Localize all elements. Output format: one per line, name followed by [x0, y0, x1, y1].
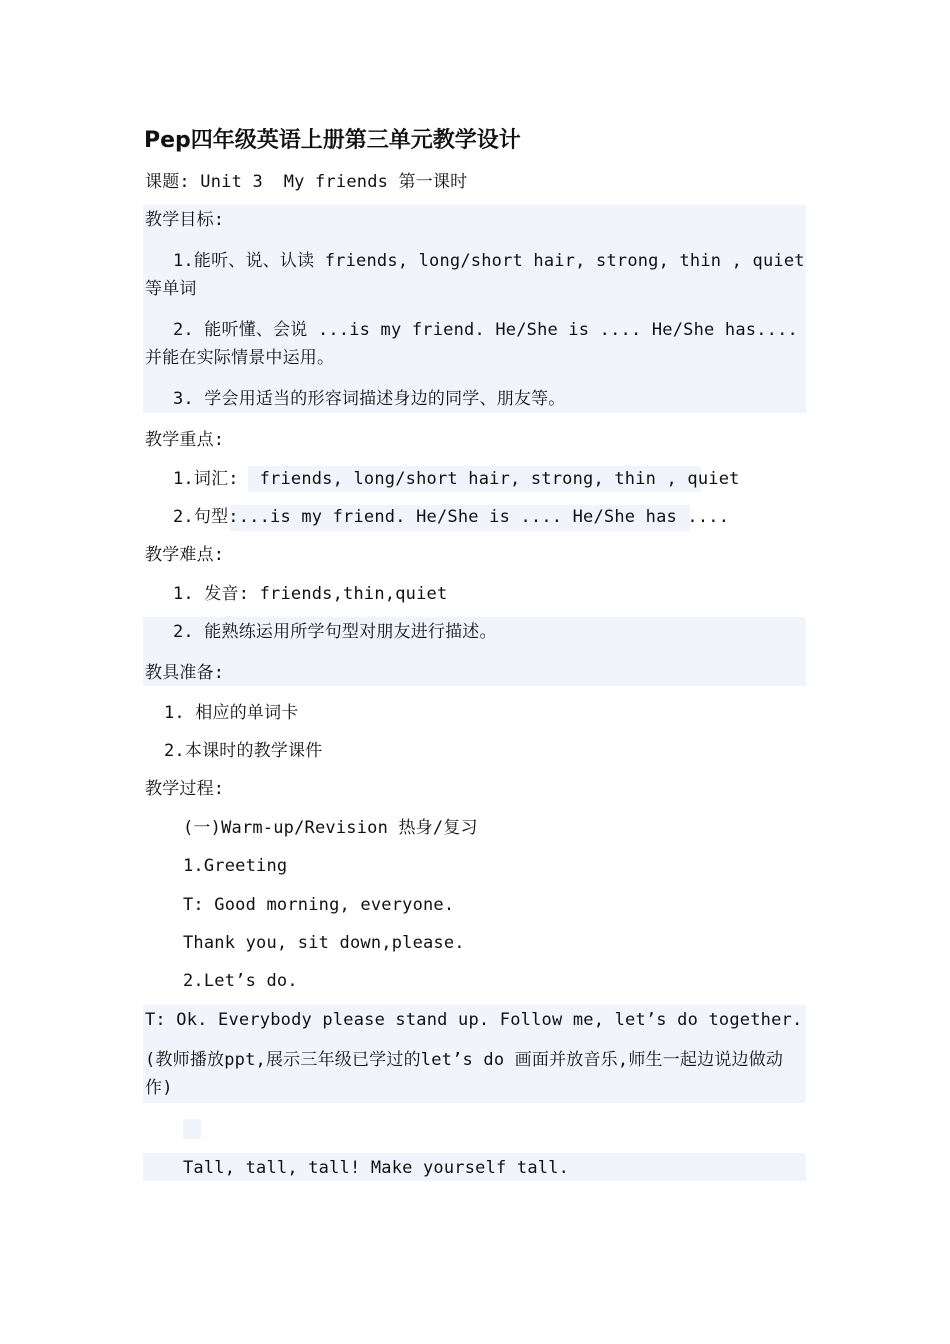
greeting-line-2: Thank you, sit down,please.: [183, 933, 465, 953]
chant-line: Tall, tall, tall! Make yourself tall.: [183, 1158, 570, 1178]
teacher-note: (教师播放ppt,展示三年级已学过的let’s do 画面并放音乐,师生一起边说边做动作): [145, 1050, 784, 1098]
page-title: Pep四年级英语上册第三单元教学设计: [144, 128, 521, 153]
objectives-heading: 教学目标:: [145, 210, 225, 230]
process-step1-heading: (一)Warm-up/Revision 热身/复习: [183, 818, 478, 838]
material-2: 2.本课时的教学课件: [164, 741, 323, 761]
key-points-heading: 教学重点:: [145, 430, 225, 450]
objective-item-2: 2. 能听懂、会说 ...is my friend. He/She is .... He/She has.... 并能在实际情景中运用。: [145, 320, 798, 368]
material-1: 1. 相应的单词卡: [164, 703, 299, 723]
greeting-line-1: T: Good morning, everyone.: [183, 895, 455, 915]
shade-objectives: [143, 205, 806, 413]
teacher-instruction: T: Ok. Everybody please stand up. Follow me, let’s do together.: [145, 1010, 803, 1030]
difficulty-2: 2. 能熟练运用所学句型对朋友进行描述。: [173, 622, 497, 642]
shade-empty-marker: [183, 1119, 201, 1139]
difficulties-heading: 教学难点:: [145, 545, 225, 565]
objective-item-3: 3. 学会用适当的形容词描述身边的同学、朋友等。: [173, 389, 566, 409]
objective-item-1: 1.能听、说、认读 friends, long/short hair, strong, thin , quiet等单词: [145, 251, 805, 299]
key-point-1: 1.词汇: friends, long/short hair, strong, thin , quiet: [173, 469, 740, 489]
lesson-topic: 课题: Unit 3 My friends 第一课时: [145, 172, 468, 192]
key-point-2: 2.句型:...is my friend. He/She is .... He/She has ....: [173, 507, 730, 527]
process-heading: 教学过程:: [145, 779, 225, 799]
greeting-label: 1.Greeting: [183, 856, 288, 876]
difficulty-1: 1. 发音: friends,thin,quiet: [173, 584, 448, 604]
lets-do-label: 2.Let’s do.: [183, 971, 298, 991]
materials-heading: 教具准备:: [145, 663, 225, 683]
